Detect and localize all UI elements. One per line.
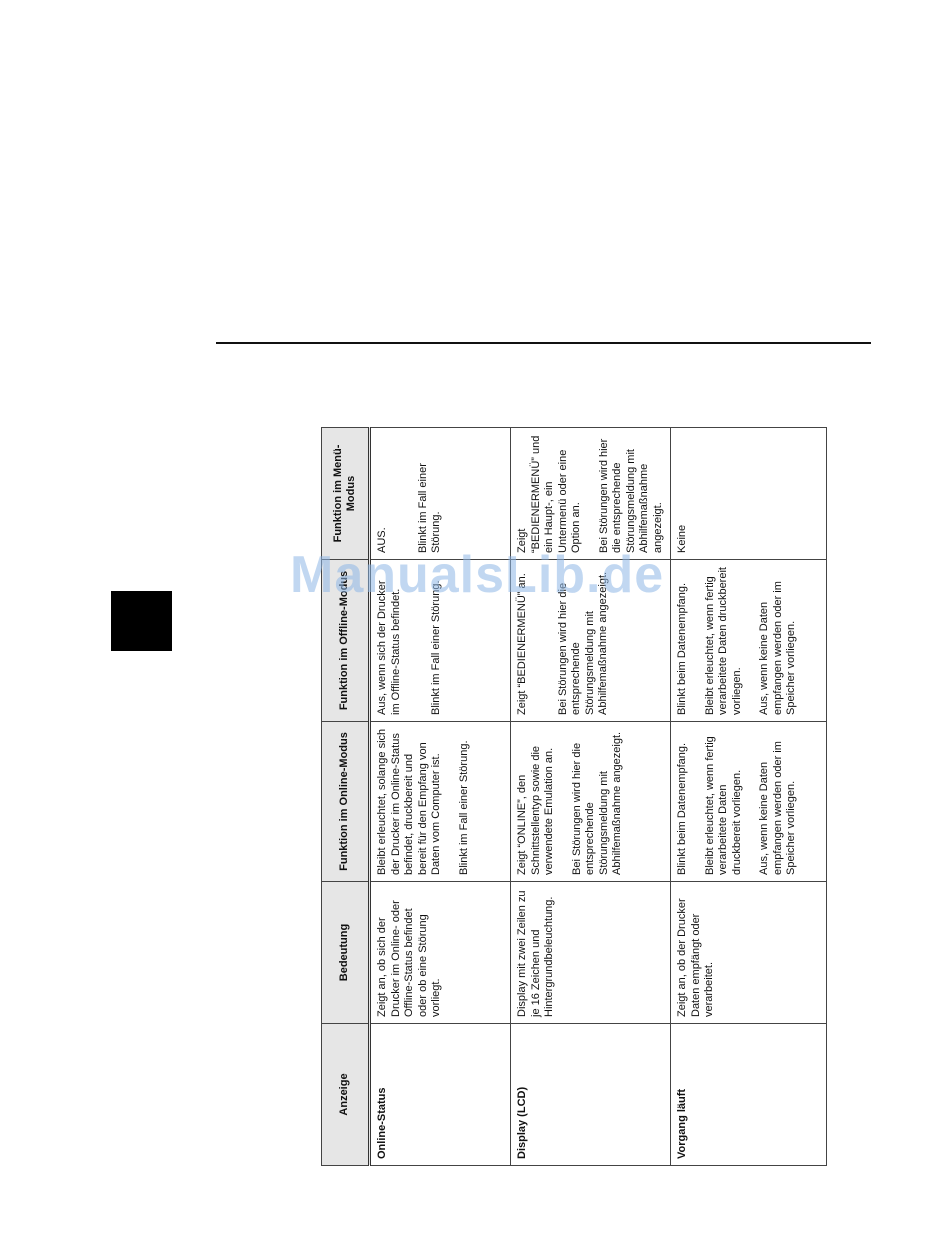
watermark-logo: ManualsLib.de (290, 546, 665, 604)
horizontal-rule (216, 342, 871, 344)
cell-paragraph: Bei Störungen wird hier die entsprechende Störungsmeldung mit Abhilfemaßnahme angezeigt. (597, 438, 664, 553)
header-anzeige: Anzeige (322, 1024, 370, 1166)
cell-anzeige: Display (LCD) (511, 1024, 671, 1166)
cell-paragraph: Aus, wenn keine Daten empfangen werden oder im Speicher vorliegen. (758, 741, 797, 875)
chapter-tab-marker (111, 591, 172, 651)
table-header-row (322, 428, 370, 1166)
cell-paragraph: Bleibt erleuchtet, wenn fertig verarbeitete Daten druckbereit vorliegen. (703, 567, 743, 715)
header-bedeutung: Bedeutung (322, 882, 370, 1024)
cell-paragraph: Keine (676, 524, 688, 553)
table-row (370, 428, 511, 1166)
cell-paragraph: Bleibt erleuchtet, wenn fertig verarbeitete Daten druckbereit vorliegen. (703, 736, 743, 875)
cell-paragraph: Aus, wenn keine Daten empfangen werden oder im Speicher vorliegen. (758, 581, 797, 715)
cell-bedeutung: Zeigt an, ob sich der Drucker im Online- oder Offline-Status befindet oder ob eine Störung vorliegt. (370, 882, 511, 1024)
cell-anzeige: Vorgang läuft (671, 1024, 827, 1166)
header-online-modus: Funktion im Online-Modus (322, 722, 370, 882)
cell-paragraph: Bei Störungen wird hier die entsprechende Störungsmeldung mit Abhilfemaßnahme angezeigt. (570, 731, 623, 875)
cell-paragraph: Blinkt im Fall einer Störung. (430, 580, 442, 715)
cell-paragraph: Blinkt im Fall einer Störung. (457, 740, 470, 875)
cell-paragraph: Blinkt beim Datenempfang. (676, 582, 688, 715)
cell-online (370, 722, 511, 882)
table-row (511, 428, 671, 1166)
cell-paragraph: Blinkt im Fall einer Störung. (416, 463, 442, 553)
cell-paragraph: Blinkt beim Datenempfang. (676, 742, 688, 875)
cell-paragraph: Zeigt “BEDIENERMENÜ” an. (516, 573, 528, 715)
table-row (671, 428, 827, 1166)
cell-paragraph: Bei Störungen wird hier die entsprechende Störungsmeldung mit Abhilfemaßnahme angezeigt. (556, 571, 609, 715)
cell-bedeutung: Display mit zwei Zeilen zu je 16 Zeichen und Hintergrundbeleuchtung. (511, 882, 671, 1024)
cell-paragraph: Aus, wenn sich der Drucker im Offline-Status befindet. (376, 580, 402, 715)
cell-offline (671, 560, 827, 722)
cell-paragraph: AUS. (376, 527, 388, 553)
cell-menu (511, 428, 671, 560)
cell-paragraph: Zeigt “BEDIENERMENÜ” und ein Haupt-, ein Untermenü oder eine Option an. (516, 435, 582, 553)
cell-menu (671, 428, 827, 560)
cell-bedeutung: Zeigt an, ob der Drucker Daten empfängt oder verarbeitet. (671, 882, 827, 1024)
header-menu-modus: Funktion im Menü-Modus (322, 428, 370, 560)
cell-menu (370, 428, 511, 560)
cell-online (511, 722, 671, 882)
header-offline-modus: Funktion im Offline-Modus (322, 560, 370, 722)
cell-anzeige: Online-Status (370, 1024, 511, 1166)
rotated-table-container (321, 428, 827, 1166)
indicator-function-table (321, 427, 827, 1166)
cell-paragraph: Zeigt “ONLINE”, den Schnittstellentyp sowie die verwendete Emulation an. (516, 745, 555, 875)
cell-online (671, 722, 827, 882)
cell-paragraph: Bleibt erleuchtet, solange sich der Drucker im Online-Status befindet, druckbereit und bereit für den Empfang von Daten vom Computer ist. (376, 728, 442, 875)
